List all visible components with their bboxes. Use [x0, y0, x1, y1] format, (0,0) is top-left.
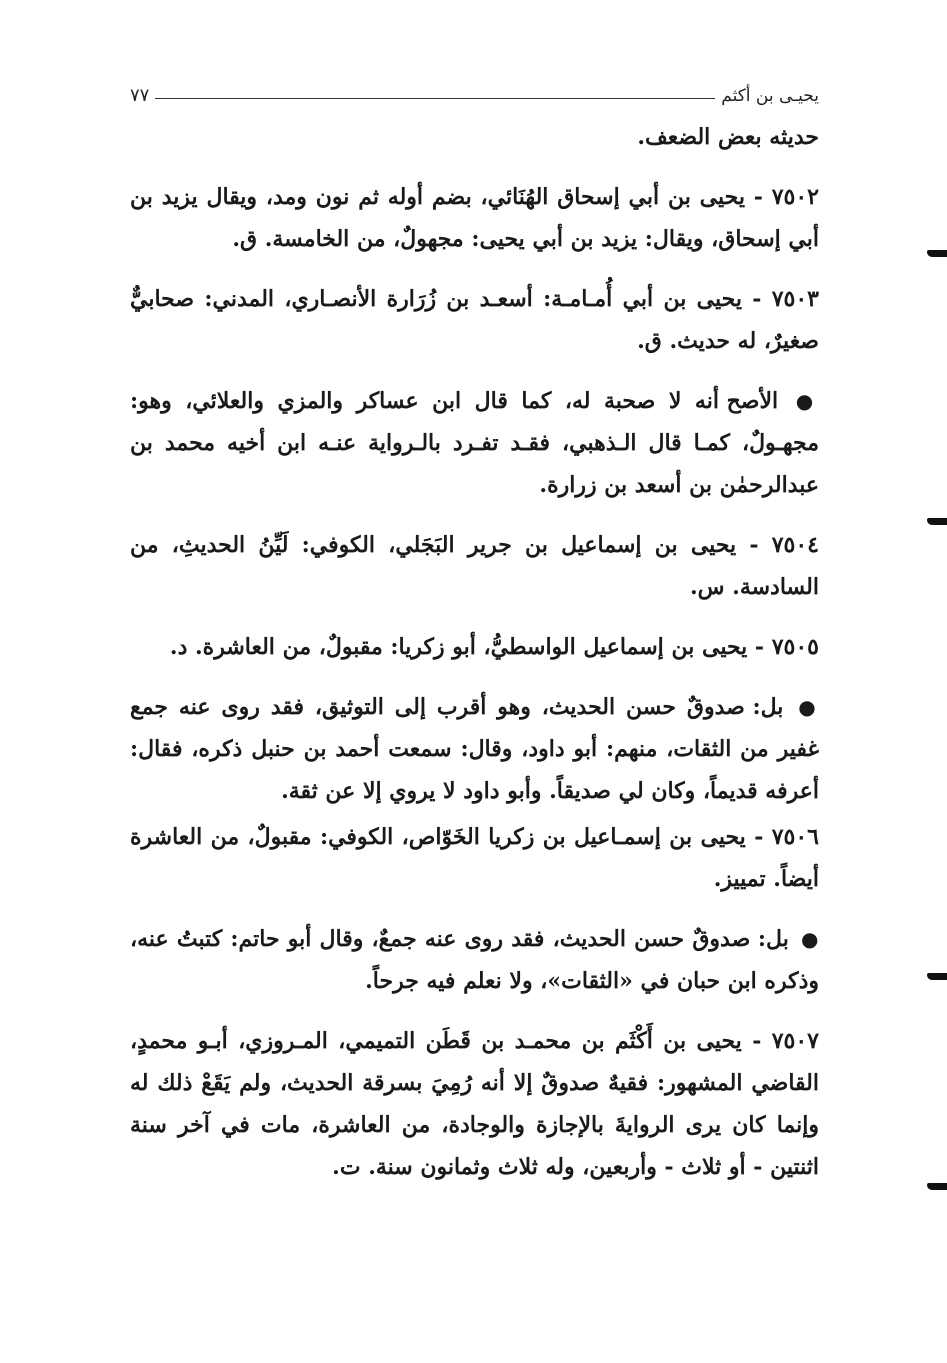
page-header — [130, 70, 819, 106]
comment-paragraph — [130, 918, 819, 1002]
paragraph-text: ٧٥٠٤ - يحيى بن إسماعيل بن جرير البَجَلي، الكوفي: لَيِّنُ الحديثِ، من السادسة. س. — [130, 532, 819, 600]
paragraph-text: الأصح أنه لا صحبة له، كما قال ابن عساكر والمزي والعلائي، وهو: مجهـولٌ، كمـا قال الـذهبي، فقـد تفـرد بالـرواية عنـه ابن أخيه محمد بن عبدالرحمٰن بن أسعد بن زرارة. — [130, 388, 819, 498]
running-title: يحيـى بن أكثم — [721, 86, 819, 106]
entry-7505 — [130, 626, 819, 668]
paragraph-text: ٧٥٠٣ - يحيى بن أبي أُمـامـة: أسعـد بن زُرَارة الأنصـاري، المدني: صحابيٌّ صغيرٌ، له حديث. ق. — [130, 286, 819, 354]
margin-mark — [927, 250, 947, 257]
entry-7506 — [130, 816, 819, 900]
entry-7503 — [130, 278, 819, 362]
margin-mark — [927, 1183, 947, 1190]
continuation-paragraph — [130, 116, 819, 158]
entry-7504 — [130, 524, 819, 608]
bullet-icon: ● — [795, 389, 820, 413]
paragraph-text: حديثه بعض الضعف. — [637, 124, 819, 150]
page-number: ٧٧ — [130, 85, 150, 106]
margin-mark — [927, 973, 947, 980]
margin-mark — [927, 518, 947, 525]
paragraph-text: بل: صدوقٌ حسن الحديث، وهو أقرب إلى التوثيق، فقد روى عنه جمع غفير من الثقات، منهم: أبو داود، وقال: سمعت أحمد بن حنبل ذكره، فقال: أعرفه قديماً، وكان لي صديقاً. وأبو داود لا يروي إلا عن ثقة. — [130, 694, 819, 804]
entry-7507 — [130, 1020, 819, 1188]
entry-7502 — [130, 176, 819, 260]
bullet-icon: ● — [801, 927, 819, 951]
paragraph-text: ٧٥٠٥ - يحيى بن إسماعيل الواسطيُّ، أبو زكريا: مقبولٌ، من العاشرة. د. — [169, 634, 819, 660]
page — [130, 70, 819, 1188]
bullet-icon: ● — [798, 695, 819, 719]
header-rule — [155, 98, 715, 99]
paragraph-text: بل: صدوقٌ حسن الحديث، فقد روى عنه جمعٌ، وقال أبو حاتم: كتبتُ عنه، وذكره ابن حبان في «الثقات»، ولا نعلم فيه جرحاً. — [130, 926, 819, 994]
comment-paragraph — [130, 686, 819, 812]
paragraph-text: ٧٥٠٦ - يحيى بن إسمـاعيل بن زكريا الخَوّاص، الكوفي: مقبولٌ، من العاشرة أيضاً. تمييز. — [130, 824, 819, 892]
comment-paragraph — [130, 380, 819, 506]
paragraph-text: ٧٥٠٧ - يحيى بن أَكْثَم بن محمـد بن قَطَن التميمي، المـروزي، أبـو محمدٍ، القاضي المشهور: فقيهٌ صدوقٌ إلا أنه رُمِيَ بسرقة الحديث، ولم يَقَعْ ذلك له وإنما كان يرى الروايةَ بالإجازة والوجادة، من العاشرة، مات في آخر سنة اثنتين - أو ثلاث - وأربعين، وله ثلاث وثمانون سنة. ت. — [130, 1028, 819, 1180]
paragraph-text: ٧٥٠٢ - يحيى بن أبي إسحاق الهُنَائي، بضم أوله ثم نون ومد، ويقال يزيد بن أبي إسحاق، ويقال: يزيد بن أبي يحيى: مجهولٌ، من الخامسة. ق. — [130, 184, 819, 252]
